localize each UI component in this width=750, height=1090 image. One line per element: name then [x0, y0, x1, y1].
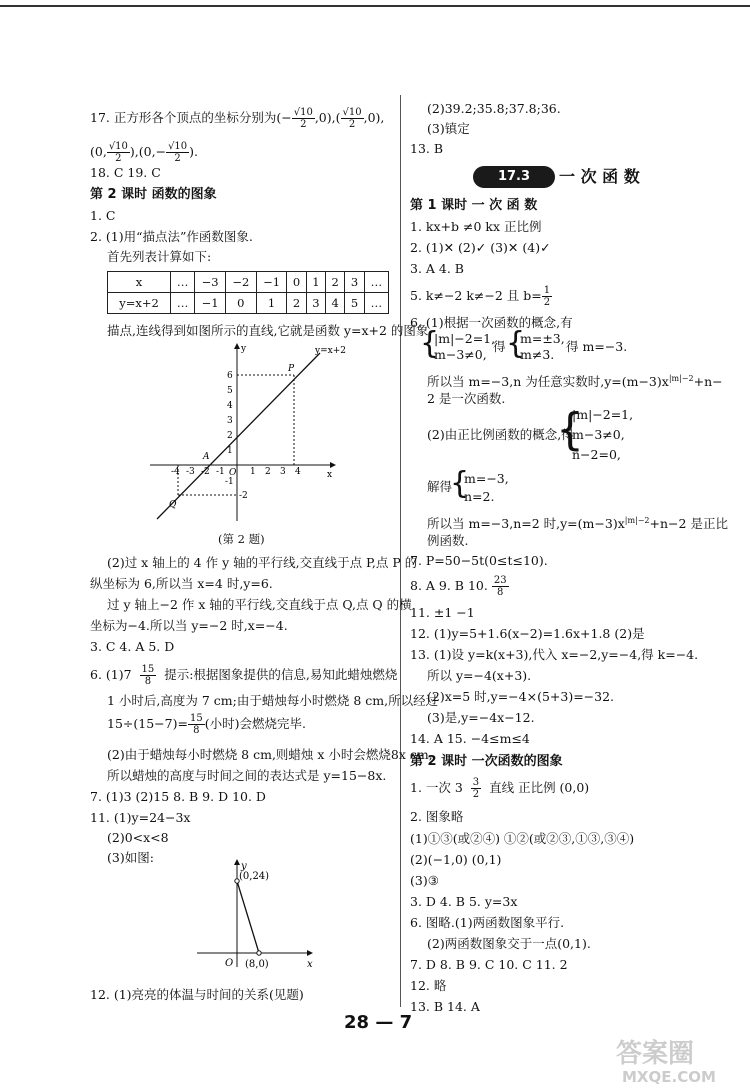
line-label: y=x+2	[315, 346, 346, 356]
equation: |m|−2=1,	[572, 407, 634, 422]
equation: m=±3,	[520, 331, 565, 346]
tick-label: -2	[239, 491, 248, 501]
y-axis-arrow	[234, 859, 240, 865]
brace-icon: {	[506, 326, 526, 361]
r-s2-q1: 1. 一次 3 $\frac{3}{2}$ 直线 正比例 (0,0)	[410, 777, 590, 800]
r-q13: (2)x=5 时,y=−4×(5+3)=−32.	[427, 689, 615, 704]
r-s2-q6: (2)两函数图象交于一点(0,1).	[427, 936, 591, 951]
tick-label: 2	[227, 431, 233, 441]
equation: |m|−2=1,	[434, 331, 496, 346]
q6-text: 1 小时后,高度为 7 cm;由于蜡烛每小时燃烧 8 cm,所以经过	[107, 693, 439, 708]
tick-label: 6	[227, 371, 233, 381]
r-q2: 2. (1)✕ (2)✓ (3)✕ (4)✓	[410, 240, 551, 255]
fraction: $\frac{1}{2}$	[543, 285, 551, 308]
r-text: (3)镇定	[427, 121, 470, 136]
tick-label: -2	[201, 467, 210, 477]
tick-label: -3	[186, 467, 195, 477]
brace-icon: {	[556, 404, 584, 455]
origin-label: O	[229, 468, 237, 478]
table-row: y=x+2 … −1 0 1 2 3 4 5 …	[108, 293, 389, 314]
point-a-label: A	[203, 452, 210, 462]
equation: n=2.	[464, 489, 495, 504]
figure-caption: (第 2 题)	[218, 532, 265, 546]
tick-label: 1	[250, 467, 256, 477]
r-q3: 3. A 4. B	[410, 261, 464, 276]
y-axis-label: y	[241, 861, 247, 872]
svg-text:答案圈: 答案圈	[616, 1039, 695, 1069]
equation: m−3≠0,	[572, 427, 625, 442]
r-s2-q2: 2. 图象略	[410, 809, 464, 824]
tick-label: -1	[216, 467, 225, 477]
q17-line2: (0, $\frac{√10}{2}$ ),(0,− $\frac{√10}{2}$ ).	[90, 141, 199, 164]
point-q-label: Q	[169, 500, 177, 510]
value-table	[107, 271, 389, 314]
r-text: 13. B	[410, 141, 444, 156]
table-row: x … −3 −2 −1 0 1 2 3 …	[108, 272, 389, 293]
fraction: $\frac{15}{8}$	[189, 713, 203, 736]
lesson-title: 第 1 课时 一 次 函 数	[410, 198, 538, 213]
y-axis-arrow	[234, 343, 240, 349]
q6-text: 所以蜡烛的高度与时间之间的表达式是 y=15−8x.	[107, 768, 387, 783]
page-number: 28 — 7	[344, 1012, 413, 1033]
equation: m≠3.	[520, 347, 555, 362]
r-s2-q6: 6. 图略.(1)两函数图象平行.	[410, 915, 565, 930]
r-s2-q2: (2)(−1,0) (0,1)	[410, 852, 502, 867]
point-label: (0,24)	[239, 871, 270, 882]
r-q6-text: (2)由正比例函数的概念,得	[427, 427, 574, 442]
fraction: $\frac{3}{2}$	[472, 777, 480, 800]
r-q1: 1. kx+b ≠0 kx 正比例	[410, 219, 542, 234]
section-title: 一 次 函 数	[559, 167, 640, 186]
r-q6-text: 例函数.	[427, 533, 469, 548]
r-s2-q3: 3. D 4. B 5. y=3x	[410, 894, 518, 909]
q2-text: 2. (1)用“描点法”作函数图象.	[90, 229, 253, 244]
r-q8: 8. A 9. B 10. $\frac{23}{8}$	[410, 575, 507, 598]
tick-label: 5	[227, 386, 233, 396]
lesson-title: 第 2 课时 一次函数的图象	[410, 754, 563, 769]
q17-line1: 17. 正方形各个顶点的坐标分别为(− $\frac{√10}{2}$ ,0),( $\frac{√10}{2}$ ,0),	[90, 107, 385, 130]
r-q7: 7. P=50−5t(0≤t≤10).	[410, 553, 548, 568]
r-s2-q13: 13. B 14. A	[410, 999, 480, 1014]
q6-line1: 6. (1)7 $\frac{15}{8}$ 提示:根据图象提供的信息,易知此蜡烛燃烧	[90, 664, 398, 687]
q3-5: 3. C 4. A 5. D	[90, 639, 175, 654]
tick-label: -1	[225, 477, 234, 487]
q11-text: (2)0<x<8	[107, 830, 169, 845]
q11-text: (3)如图:	[107, 850, 154, 865]
top-rule	[0, 5, 750, 7]
x-axis-label: x	[327, 470, 333, 480]
r-q6-text: 所以当 m=−3,n 为任意实数时$,y=(m-3)x^{|m|-2}+n-$	[427, 374, 723, 390]
equation: 得 m=−3.	[566, 339, 628, 354]
r-s2-q12: 12. 略	[410, 978, 447, 993]
brace-icon: {	[420, 326, 440, 361]
x-axis-arrow	[307, 950, 313, 956]
fraction: $\frac{15}{8}$	[141, 664, 155, 687]
r-q13: 所以 y=−4(x+3).	[427, 668, 532, 683]
equation: m=−3,	[464, 471, 509, 486]
q2-text: 纵坐标为 6,所以当 x=4 时,y=6.	[90, 576, 273, 591]
r-q13: (3)是,y=−4x−12.	[427, 710, 535, 725]
tick-label: 2	[265, 467, 271, 477]
fraction: $\frac{√10}{2}$	[293, 107, 313, 130]
q1: 1. C	[90, 208, 116, 223]
segment-line	[237, 881, 259, 953]
x-axis-label: x	[307, 959, 313, 970]
open-point	[257, 951, 261, 955]
x-axis-arrow	[330, 462, 336, 468]
point-label: (8,0)	[245, 959, 269, 970]
brace-icon: {	[450, 466, 470, 501]
tick-label: 3	[280, 467, 286, 477]
q2-text: 坐标为−4.所以当 y=−2 时,x=−4.	[90, 618, 288, 633]
r-s2-q2: (3)③	[410, 873, 439, 888]
q12-text: 12. (1)亮亮的体温与时间的关系(见题)	[90, 987, 304, 1002]
equation: 得	[493, 339, 506, 354]
svg-text:MXQE.COM: MXQE.COM	[622, 1068, 716, 1086]
origin-label: O	[225, 958, 234, 969]
tick-label: 4	[227, 401, 233, 411]
r-q14: 14. A 15. −4≤m≤4	[410, 731, 530, 746]
point-p-label: P	[288, 364, 295, 374]
q7-10: 7. (1)3 (2)15 8. B 9. D 10. D	[90, 789, 266, 804]
fraction: $\frac{√10}{2}$	[168, 141, 188, 164]
r-q6: 6. (1)根据一次函数的概念,有	[410, 315, 573, 330]
r-s2-q2: (1)①③(或②④) ①②(或②③,①③,③④)	[410, 831, 635, 846]
equation: 解得	[427, 479, 453, 494]
q6-line3: 15÷(15−7)= $\frac{15}{8}$ (小时)会燃烧完毕.	[107, 713, 306, 736]
r-q13: 13. (1)设 y=k(x+3),代入 x=−2,y=−4,得 k=−4.	[410, 647, 699, 662]
r-q6-text: 所以当 m=−3,n=2 时$,y=(m-3)x^{|m|-2}+n-2$ 是正比	[427, 516, 728, 532]
r-q5: 5. k≠−2 k≠−2 且 b= $\frac{1}{2}$	[410, 285, 551, 308]
y-axis-label: y	[241, 344, 247, 354]
q6-text: (2)由于蜡烛每小时燃烧 8 cm,则蜡烛 x 小时会燃烧8x cm,	[107, 747, 433, 762]
tick-label: 3	[227, 416, 233, 426]
r-s2-q7: 7. D 8. B 9. C 10. C 11. 2	[410, 957, 568, 972]
column-divider	[400, 95, 401, 1007]
r-q6-text: 2 是一次函数.	[427, 391, 506, 406]
r-text: (2)39.2;35.8;37.8;36.	[427, 101, 561, 116]
q11-text: 11. (1)y=24−3x	[90, 810, 191, 825]
q2-text: 描点,连线得到如图所示的直线,它就是函数 y=x+2 的图象.	[107, 323, 433, 338]
q18-19: 18. C 19. C	[90, 165, 161, 180]
r-q12: 12. (1)y=5+1.6(x−2)=1.6x+1.8 (2)是	[410, 626, 645, 641]
linear-function-graph	[145, 341, 346, 529]
fraction: $\frac{23}{8}$	[493, 575, 507, 598]
watermark-logo	[612, 1032, 742, 1086]
equation: n−2=0,	[572, 447, 621, 462]
section-number-badge: 17.3	[473, 166, 555, 188]
equation: m−3≠0,	[434, 347, 487, 362]
tick-label: 4	[295, 467, 301, 477]
r-q11: 11. ±1 −1	[410, 605, 475, 620]
q2-text: 首先列表计算如下:	[107, 249, 212, 264]
q2-text: 过 y 轴上−2 作 x 轴的平行线,交直线于点 Q,点 Q 的横	[107, 597, 412, 612]
section-title: 第 2 课时 函数的图象	[90, 187, 217, 202]
tick-label: 1	[227, 446, 233, 456]
fraction: $\frac{√10}{2}$	[342, 107, 362, 130]
tick-label: -4	[171, 467, 180, 477]
fraction: $\frac{√10}{2}$	[108, 141, 128, 164]
segment-graph	[195, 857, 320, 972]
q2-text: (2)过 x 轴上的 4 作 y 轴的平行线,交直线于点 P,点 P 的	[107, 555, 418, 570]
